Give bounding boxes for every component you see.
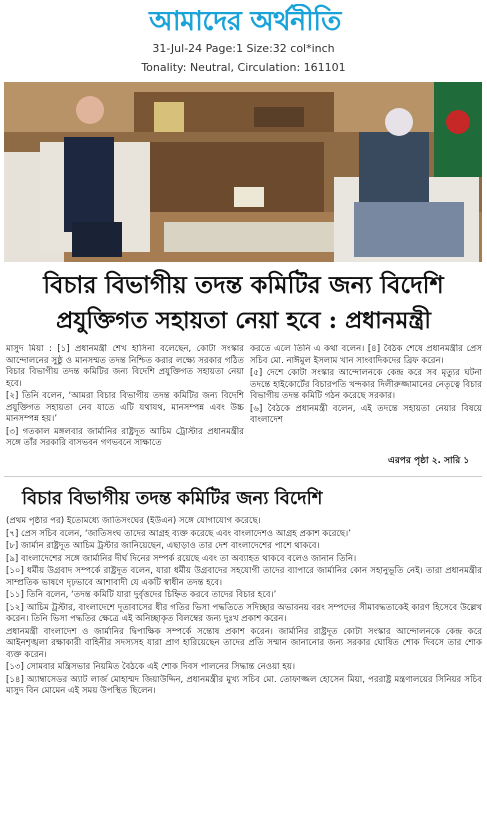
paragraph: প্রধানমন্ত্রী বাংলাদেশ ও জার্মানির দ্বিপাক্ষিক সম্পর্কে সন্তোষ প্রকাশ করেন। জার্মানির রাষ্ট্রদূত কোটা সংস্কার আন্দোলনকে কেন্দ্র করে আইনশৃঙ্খলা রক্ষাকারী বাহিনীর সদস্যসহ যারা প্রাণ হারিয়েছেন তাদের প্রতি সম্মান জানানোর জন্য সরকার ঘোষিত শোক দিবসে তার শোক ব্যক্ত করেন। [6, 626, 482, 660]
article-left-column [6, 344, 244, 472]
paragraph: [১২] আচিম ট্রস্টার, বাংলাদেশে দূতাবাসের ধীর গতির ভিসা পদ্ধতিতে সদিচ্ছার অভাবনয় বরং সম্পদের সীমাবদ্ধতাকেই কারণ হিসেবে উল্লেখ করেন। তিনি ভিসা পদ্ধতির ক্ষেত্রে এই অনিচ্ছাকৃত বিলম্বের জন্য দুঃখ প্রকাশ করেন। [6, 602, 482, 624]
paragraph: [১৩] সোমবার মন্ত্রিসভার নিয়মিত বৈঠকে এই শোক দিবস পালনের সিদ্ধান্ত নেওয়া হয়। [6, 662, 296, 672]
paragraph: মাসুদ মিয়া : [১] প্রধানমন্ত্রী শেখ হাসিনা বলেছেন, কোটা সংস্কার আন্দোলনের সুষ্ঠু ও মানসম্মত তদন্ত নিশ্চিত করার লক্ষ্যে সরকার গঠিত বিচার বিভাগীয় তদন্ত কমিটির জন্য বিদেশি প্রযুক্তিগত সহায়তা নেয়া হবে। [6, 344, 244, 389]
masthead [0, 0, 487, 80]
paragraph: [১৪] অ্যাম্বাসেডর অ্যাট লার্জ মোহাম্মদ জিয়াউদ্দিন, প্রধানমন্ত্রীর মুখ্য সচিব মো. তোফাজ্জল হোসেন মিয়া, পররাষ্ট্র মন্ত্রণালয়ের সিনিয়র সচিব মাসুদ বিন মোমেন এই সময় উপস্থিত ছিলেন। [6, 674, 482, 696]
clip-meta-tonality-circulation: Tonality: Neutral, Circulation: 161101 [141, 61, 346, 74]
headline-line-2: প্রযুক্তিগত সহায়তা নেয়া হবে : প্রধানমন্ত্রী [56, 307, 431, 334]
meeting-photo [4, 82, 482, 262]
headline-line-1: বিচার বিভাগীয় তদন্ত কমিটির জন্য বিদেশি [43, 270, 444, 299]
paragraph: [৮] জার্মান রাষ্ট্রদূত আচিম ট্রস্টার জানিয়েছেন, এছাড়াও তার দেশ বাংলাদেশের পাশে থাকবে। [6, 541, 320, 551]
paragraph: [২] তিনি বলেন, ‘আমরা বিচার বিভাগীয় তদন্ত কমিটির জন্য বিদেশি প্রযুক্তিগত সহায়তা নেব যাতে এটি যথাযথ, মানসম্পন্ন এবং উচ্চ মানসম্পন্ন হয়।’ [6, 391, 244, 424]
paragraph: [৩] গতকাল মঙ্গলবার জার্মানির রাষ্ট্রদূত আচিম ট্রোস্টার প্রধানমন্ত্রীর সঙ্গে তাঁর সরকারি বাসভবন গণভবনে সাক্ষাতে [6, 426, 244, 448]
continuation-body [6, 516, 482, 836]
continued-on-page-ref: এরপর পৃষ্ঠা ২. সারি ১ [388, 456, 470, 466]
paragraph: [৫] দেশে কোটা সংস্কার আন্দোলনকে কেন্দ্র করে সব মৃত্যুর ঘটনা তদন্তে হাইকোর্টের বিচারপতি খন্দকার দিলীরুজ্জামানের নেতৃত্বে বিচার বিভাগীয় তদন্ত কমিটি গঠন করেছে সরকার। [250, 368, 482, 401]
paragraph: (প্রথম পৃষ্ঠার পর) ইতোমধ্যে জাতিসংঘের (ইউএন) সঙ্গে যোগাযোগ করেছে। [6, 516, 261, 526]
paragraph: [৭] প্রেস সচিব বলেন, ‘জাতিসংঘ তাদের আগ্রহ ব্যক্ত করেছে এবং বাংলাদেশও আগ্রহ প্রকাশ করেছে।’ [6, 528, 351, 539]
clip-meta-date-size: 31-Jul-24 Page:1 Size:32 col*inch [152, 42, 335, 55]
paragraph: [১১] তিনি বলেন, ‘তদন্ত কমিটি যারা দুর্বৃত্তদের চিহ্নিত করবে তাদের বিচার হবে।’ [6, 590, 277, 600]
paragraph: করতে এলে তিনি এ কথা বলেন। [৪] বৈঠক শেষে প্রধানমন্ত্রীর প্রেস সচিব মো. নাঈমুল ইসলাম খান সাংবাদিকদের ব্রিফ করেন। [250, 344, 482, 366]
newspaper-logo: আমাদের অর্থনীতি [149, 6, 341, 37]
paragraph: [১০] ধর্মীয় উগ্রবাদ সম্পর্কে রাষ্ট্রদূত বলেন, যারা ধর্মীয় উগ্রবাদের সহযোগী তাদের ব্যাপারে জার্মানির কোন সহানুভূতি নেই। তারা প্রধানমন্ত্রীর সাম্প্রতিক ভাষণে দৃঢ়ভাবে আশাবাদী যে একটি স্বাধীন তদন্ত হবে। [6, 566, 482, 588]
continuation-heading: বিচার বিভাগীয় তদন্ত কমিটির জন্য বিদেশি [22, 488, 323, 509]
section-divider [4, 476, 482, 477]
paragraph: [৬] বৈঠকে প্রধানমন্ত্রী বলেন, এই তদন্তে সহায়তা নেয়ার বিষয়ে বাংলাদেশ [250, 403, 482, 425]
paragraph: [৯] বাংলাদেশের সঙ্গে জার্মানির দীর্ঘ দিনের সম্পর্ক রয়েছে এবং তা অব্যাহত থাকবে বলেও জানান তিনি। [6, 553, 357, 564]
